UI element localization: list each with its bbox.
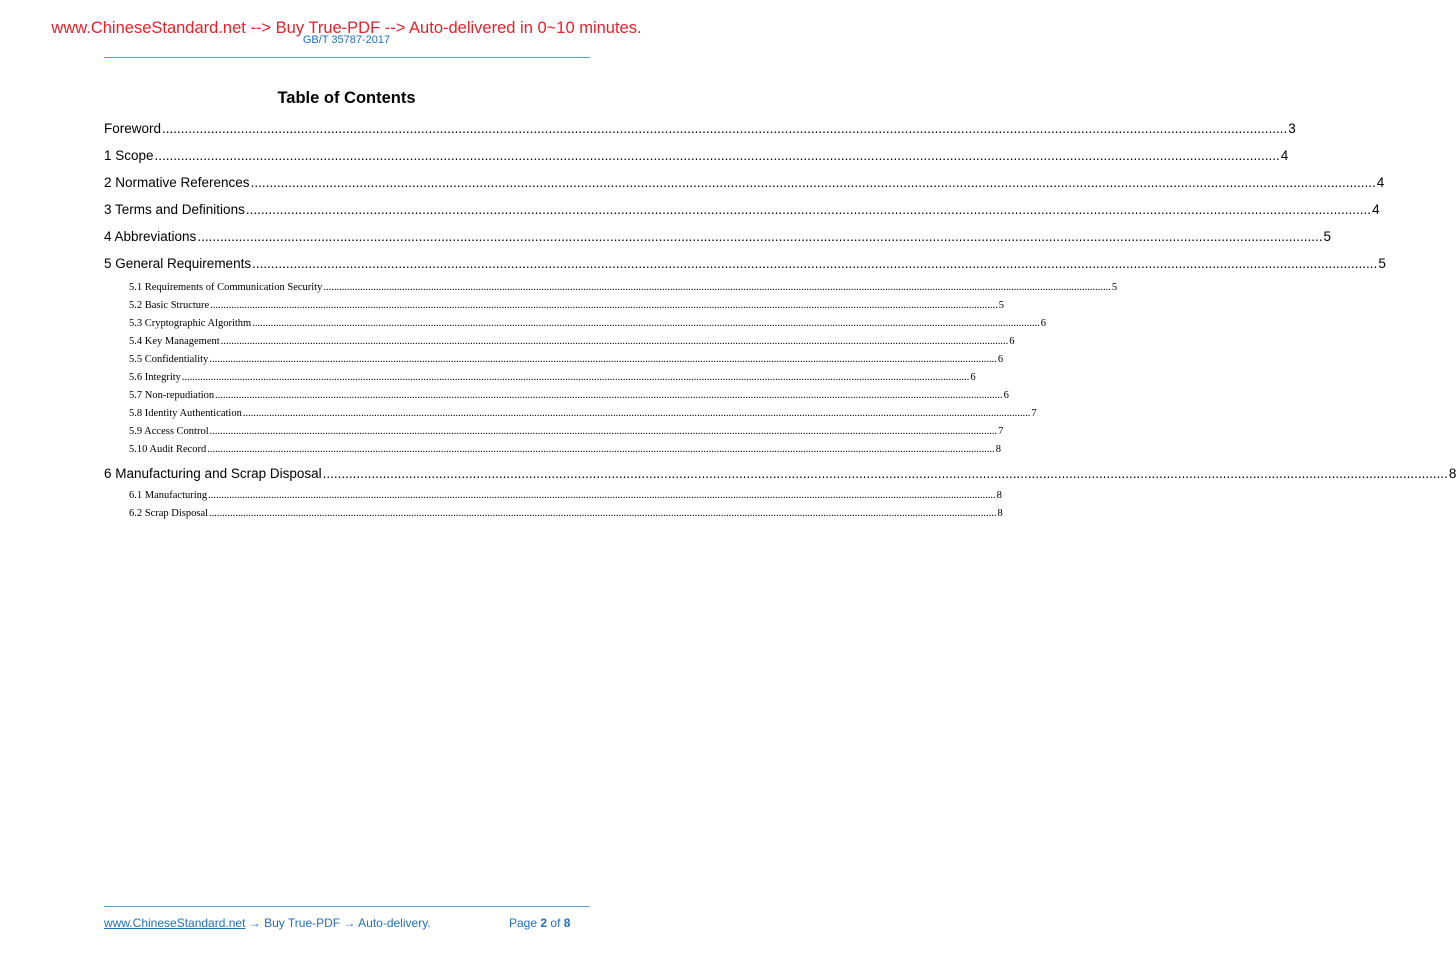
banner-link[interactable]: www.ChineseStandard.net --> Buy True-PDF --> Auto-delivered in 0~10 minutes. xyxy=(51,19,642,37)
arrow-right-icon: → xyxy=(248,916,261,930)
leader-dots: ............................................................................................................................................................................................................................................................................................................ xyxy=(209,508,997,519)
toc-entry-label: 5.9 Access Control xyxy=(129,426,209,437)
toc-entry-access-control[interactable] xyxy=(129,425,1004,438)
leader-dots: ............................................................................................................................................................................................................................................................................................................ xyxy=(154,148,1280,163)
toc-entry-label: 4 Abbreviations xyxy=(104,229,197,244)
toc-entry-basic-structure[interactable] xyxy=(129,299,1004,312)
toc-entry-foreword[interactable] xyxy=(104,121,1296,137)
toc-entry-page: 8 xyxy=(995,444,1002,455)
toc-entry-label: 5.4 Key Management xyxy=(129,336,220,347)
toc-entry-label: 5.5 Confidentiality xyxy=(129,354,209,365)
toc-entry-scope[interactable] xyxy=(104,148,1289,164)
toc-entry-identity-authentication[interactable] xyxy=(129,407,1037,420)
toc-entry-page: 7 xyxy=(998,426,1004,437)
toc-entry-label: 5.7 Non-repudiation xyxy=(129,390,215,401)
leader-dots: ............................................................................................................................................................................................................................................................................................................ xyxy=(245,202,1372,217)
toc-entry-page: 8 xyxy=(996,490,1002,501)
toc-entry-label: 5.3 Cryptographic Algorithm xyxy=(129,318,252,329)
toc-entry-normative-references[interactable] xyxy=(104,175,1385,191)
toc-entry-manufacturing[interactable] xyxy=(129,489,1002,502)
leader-dots: ............................................................................................................................................................................................................................................................................................................ xyxy=(181,372,970,383)
page-total: 8 xyxy=(563,916,571,930)
toc-entry-key-management[interactable] xyxy=(129,335,1015,348)
toc-entry-label: 1 Scope xyxy=(104,148,154,163)
arrow-right-icon: → xyxy=(343,916,356,930)
toc-entry-cryptographic-algorithm[interactable] xyxy=(129,317,1046,330)
footer-divider xyxy=(104,906,590,907)
footer-links xyxy=(104,916,431,931)
leader-dots: ............................................................................................................................................................................................................................................................................................................ xyxy=(242,408,1031,419)
toc-entry-page: 5 xyxy=(1378,256,1386,271)
toc-entry-page: 7 xyxy=(1031,408,1037,419)
toc-entry-page: 6 xyxy=(997,354,1004,365)
leader-dots: ............................................................................................................................................................................................................................................................................................................ xyxy=(209,354,997,365)
toc-entry-page: 4 xyxy=(1280,148,1289,163)
toc-entry-label: 5.2 Basic Structure xyxy=(129,300,210,311)
toc-entry-page: 3 xyxy=(1288,121,1296,136)
leader-dots: ............................................................................................................................................................................................................................................................................................................ xyxy=(207,444,995,455)
leader-dots: ............................................................................................................................................................................................................................................................................................................ xyxy=(252,318,1040,329)
toc-entry-label: 5.1 Requirements of Communication Security xyxy=(129,282,323,293)
leader-dots: ............................................................................................................................................................................................................................................................................................................ xyxy=(215,390,1003,401)
header-divider xyxy=(104,57,590,58)
toc-entry-label: 2 Normative References xyxy=(104,175,250,190)
toc-entry-label: Foreword xyxy=(104,121,162,136)
toc-entry-audit-record[interactable] xyxy=(129,443,1002,456)
toc-entry-terms-and-definitions[interactable] xyxy=(104,202,1380,218)
toc-entry-non-repudiation[interactable] xyxy=(129,389,1009,402)
toc-entry-page: 6 xyxy=(1003,390,1009,401)
leader-dots: ............................................................................................................................................................................................................................................................................................................ xyxy=(252,256,1378,271)
leader-dots: ............................................................................................................................................................................................................................................................................................................ xyxy=(220,336,1009,347)
toc-entry-page: 4 xyxy=(1376,175,1385,190)
leader-dots: ............................................................................................................................................................................................................................................................................................................ xyxy=(250,175,1376,190)
leader-dots: ............................................................................................................................................................................................................................................................................................................ xyxy=(162,121,1288,136)
leader-dots: ............................................................................................................................................................................................................................................................................................................ xyxy=(323,282,1111,293)
footer-delivery-text: Auto-delivery. xyxy=(358,916,431,930)
leader-dots: ............................................................................................................................................................................................................................................................................................................ xyxy=(208,490,996,501)
toc-entry-label: 5 General Requirements xyxy=(104,256,252,271)
toc-entry-label: 5.8 Identity Authentication xyxy=(129,408,242,419)
leader-dots: ............................................................................................................................................................................................................................................................................................................ xyxy=(209,426,998,437)
toc-entry-page: 6 xyxy=(970,372,976,383)
page-current: 2 xyxy=(540,916,548,930)
footer-buy-link[interactable]: Buy True-PDF xyxy=(264,916,341,930)
footer-site-link[interactable]: www.ChineseStandard.net xyxy=(104,916,246,930)
toc-entry-page: 4 xyxy=(1372,202,1380,217)
leader-dots: ............................................................................................................................................................................................................................................................................................................ xyxy=(210,300,998,311)
toc-entry-communication-security[interactable] xyxy=(129,281,1118,294)
toc-entry-label: 6.2 Scrap Disposal xyxy=(129,508,209,519)
standard-code: GB/T 35787-2017 xyxy=(302,34,391,46)
toc-entry-page: 6 xyxy=(1040,318,1046,329)
toc-entry-label: 3 Terms and Definitions xyxy=(104,202,245,217)
toc-entry-abbreviations[interactable] xyxy=(104,229,1332,245)
toc-entry-label: 6 Manufacturing and Scrap Disposal xyxy=(104,466,322,481)
toc-entry-general-requirements[interactable] xyxy=(104,256,1386,272)
page-number xyxy=(509,916,570,931)
toc-entry-page: 6 xyxy=(1009,336,1015,347)
toc-entry-label: 6.1 Manufacturing xyxy=(129,490,208,501)
leader-dots: ............................................................................................................................................................................................................................................................................................................ xyxy=(197,229,1323,244)
toc-entry-confidentiality[interactable] xyxy=(129,353,1004,366)
toc-entry-integrity[interactable] xyxy=(129,371,976,384)
toc-entry-page: 5 xyxy=(1111,282,1118,293)
toc-entry-page: 8 xyxy=(997,508,1003,519)
toc-entry-page: 5 xyxy=(1323,229,1332,244)
toc-entry-label: 5.6 Integrity xyxy=(129,372,181,383)
toc-entry-manufacturing-and-scrap-disposal[interactable] xyxy=(104,466,1456,482)
toc-entry-scrap-disposal[interactable] xyxy=(129,507,1003,520)
toc-entry-page: 5 xyxy=(998,300,1004,311)
leader-dots: ............................................................................................................................................................................................................................................................................................................ xyxy=(322,466,1448,481)
page-of: of xyxy=(550,916,561,930)
page-word: Page xyxy=(509,916,538,930)
toc-entry-label: 5.10 Audit Record xyxy=(129,444,207,455)
toc-entry-page: 8 xyxy=(1448,466,1456,481)
toc-title: Table of Contents xyxy=(277,89,416,107)
